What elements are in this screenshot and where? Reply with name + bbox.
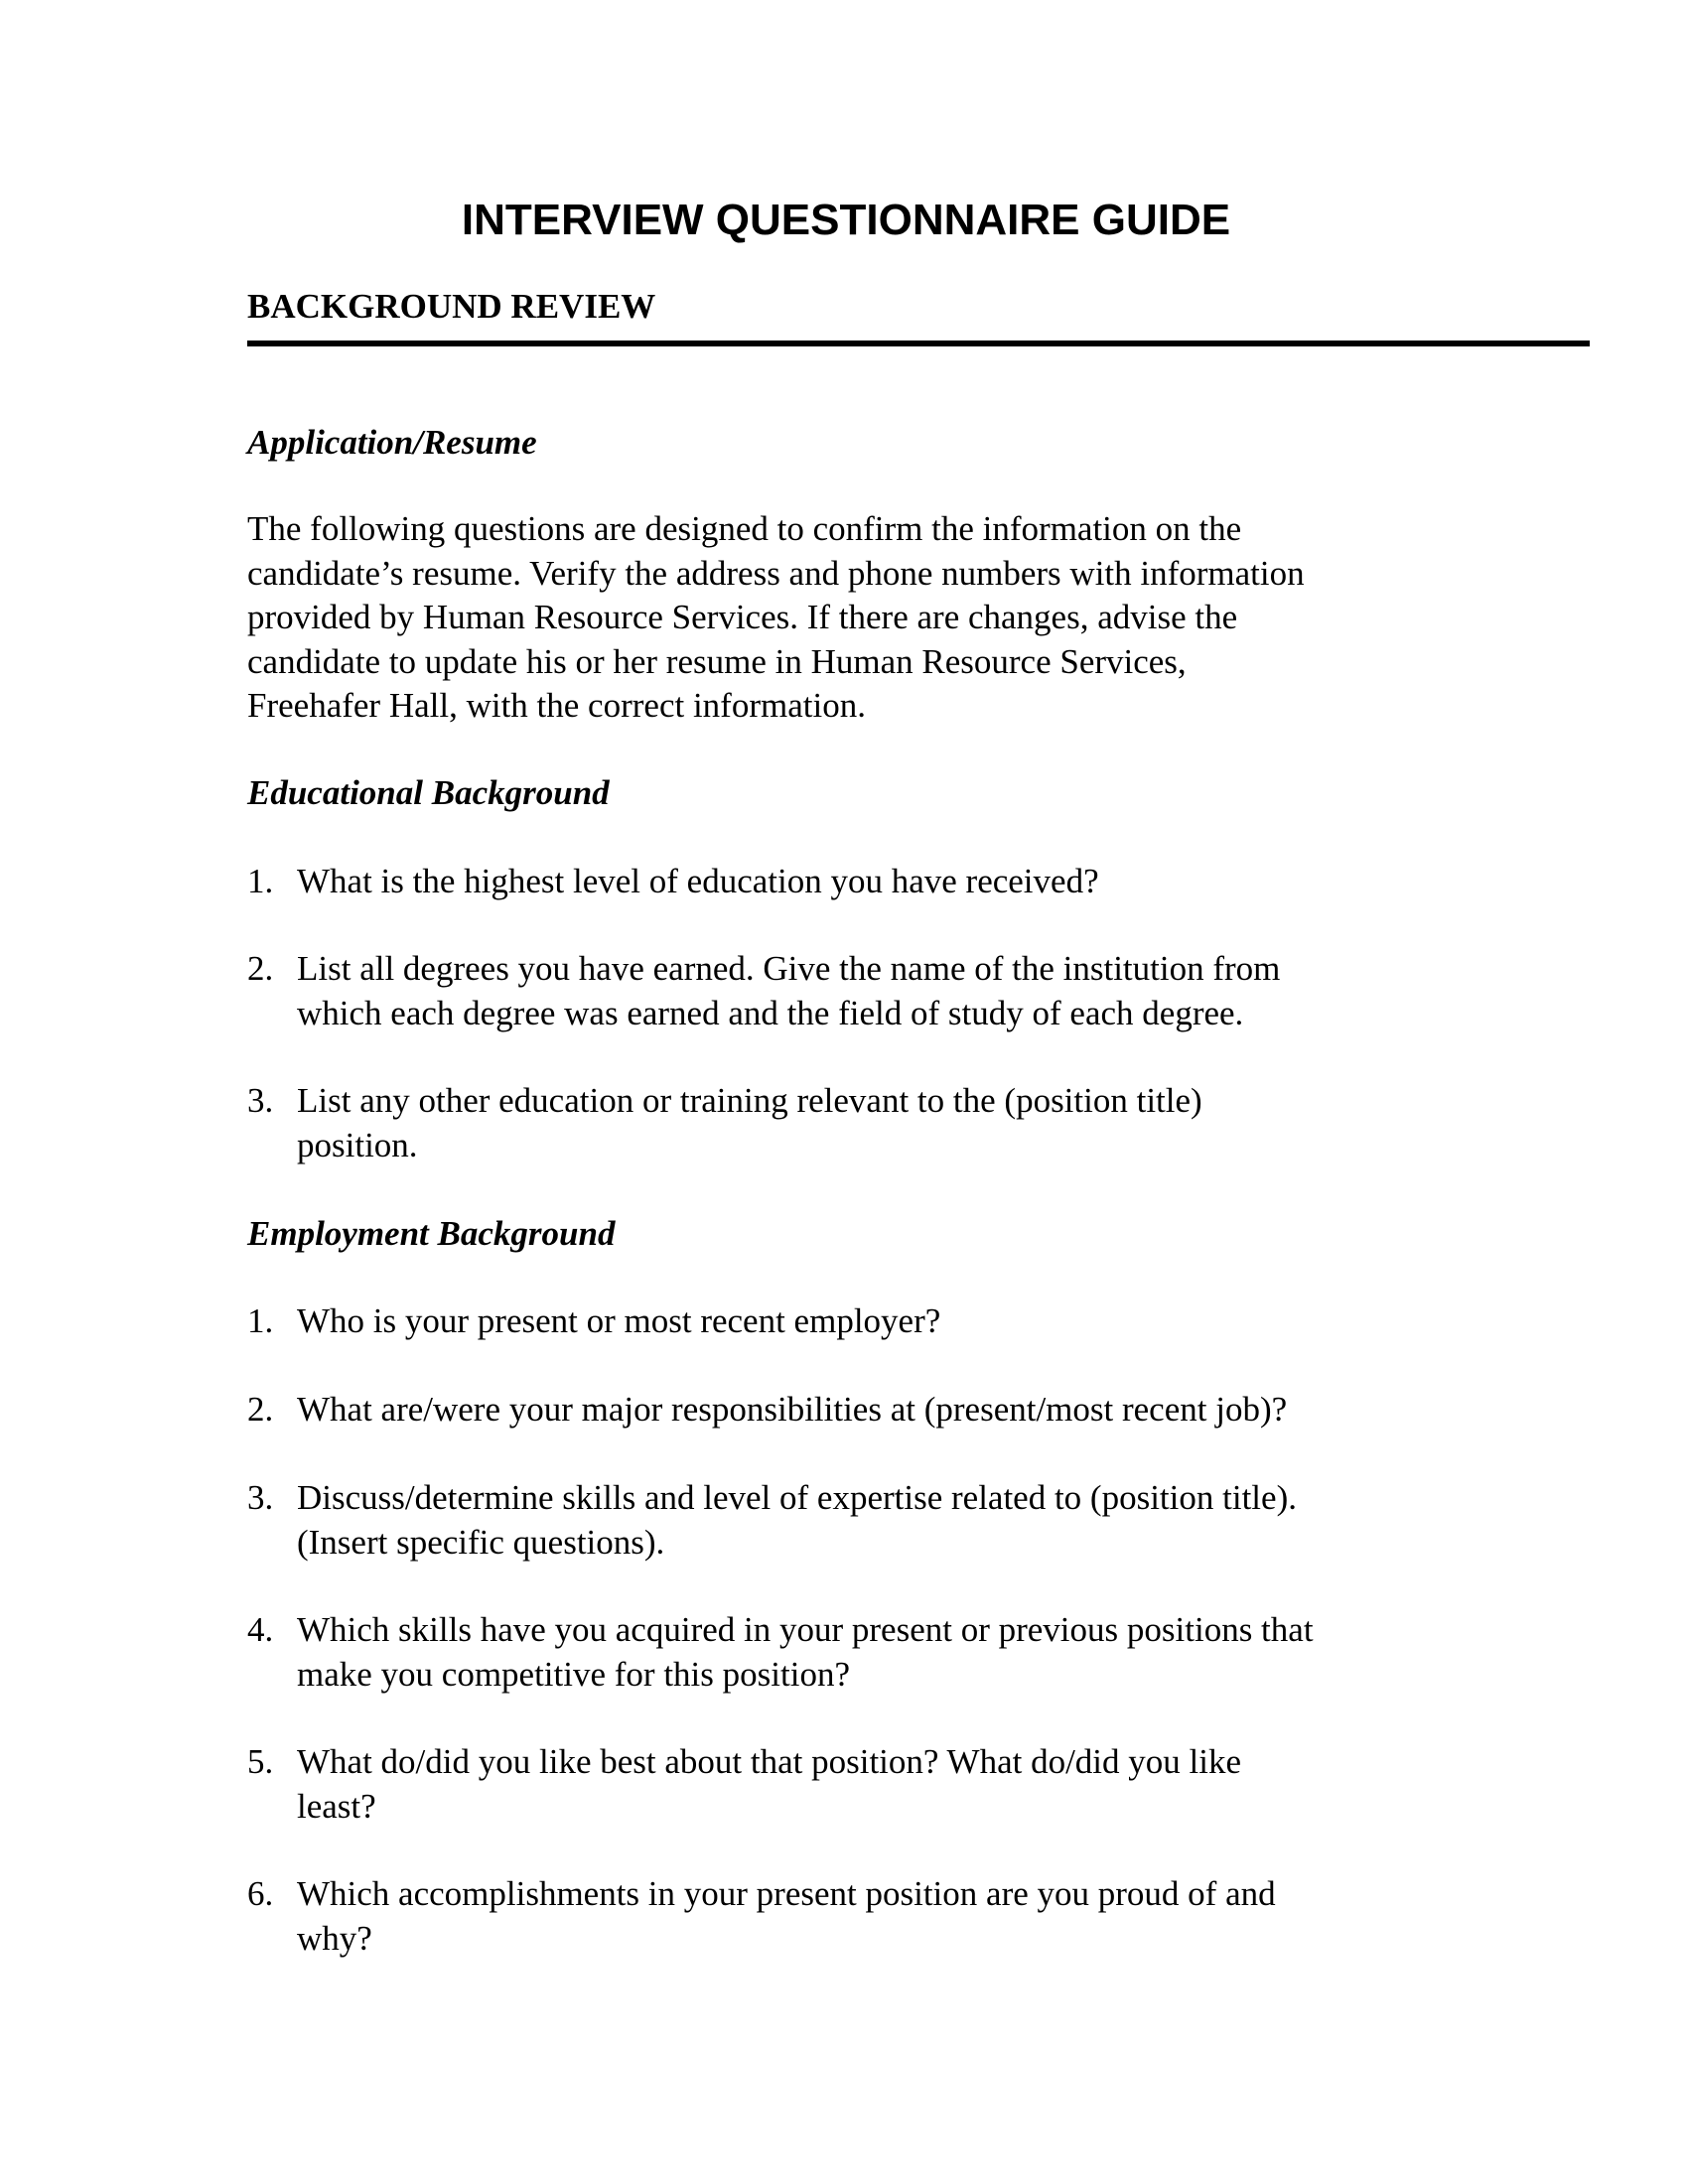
question-line: which each degree was earned and the field of study of each degree. xyxy=(297,993,1244,1032)
list-number: 2. xyxy=(247,949,274,988)
employment-question-2 xyxy=(247,1388,1568,1433)
paragraph-line: provided by Human Resource Services. If there are changes, advise the xyxy=(247,598,1238,636)
document-title: INTERVIEW QUESTIONNAIRE GUIDE xyxy=(461,196,1231,244)
list-number: 1. xyxy=(247,862,274,900)
employment-question-3 xyxy=(247,1476,1568,1565)
question-text xyxy=(297,1608,1538,1697)
question-line: What do/did you like best about that position? What do/did you like xyxy=(297,1742,1242,1781)
question-line: least? xyxy=(297,1786,376,1826)
question-text xyxy=(297,947,1538,1035)
list-number: 6. xyxy=(247,1874,274,1913)
question-line: What are/were your major responsibilities at (present/most recent job)? xyxy=(297,1390,1288,1429)
list-number: 3. xyxy=(247,1081,274,1120)
list-number: 3. xyxy=(247,1478,274,1517)
question-text xyxy=(297,860,1538,904)
subheading-employment-background: Employment Background xyxy=(247,1214,616,1253)
subheading-application-resume: Application/Resume xyxy=(247,423,537,462)
list-number: 2. xyxy=(247,1390,274,1429)
paragraph-line: candidate’s resume. Verify the address and phone numbers with information xyxy=(247,553,1305,593)
paragraph-line: The following questions are designed to confirm the information on the xyxy=(247,509,1242,548)
question-text xyxy=(297,1299,1538,1344)
application-paragraph xyxy=(247,507,1558,729)
question-line: Which skills have you acquired in your present or previous positions that xyxy=(297,1610,1314,1649)
education-question-1 xyxy=(247,860,1568,904)
list-number: 5. xyxy=(247,1742,274,1781)
education-question-2 xyxy=(247,947,1568,1035)
question-line: What is the highest level of education you have received? xyxy=(297,862,1099,900)
subheading-educational-background: Educational Background xyxy=(247,773,610,812)
section-heading-background-review: BACKGROUND REVIEW xyxy=(247,287,656,326)
employment-question-5 xyxy=(247,1740,1568,1829)
question-line: position. xyxy=(297,1125,418,1164)
paragraph-line: Freehafer Hall, with the correct information. xyxy=(247,686,866,725)
question-text xyxy=(297,1872,1538,1961)
education-question-3 xyxy=(247,1079,1568,1167)
question-line: why? xyxy=(297,1918,372,1958)
question-line: (Insert specific questions). xyxy=(297,1522,665,1562)
question-line: Which accomplishments in your present position are you proud of and xyxy=(297,1874,1276,1913)
question-text xyxy=(297,1476,1538,1565)
question-text xyxy=(297,1740,1538,1829)
paragraph-line: candidate to update his or her resume in Human Resource Services, xyxy=(247,641,1187,681)
question-line: Discuss/determine skills and level of expertise related to (position title). xyxy=(297,1478,1297,1517)
employment-question-1 xyxy=(247,1299,1568,1344)
question-line: Who is your present or most recent employer? xyxy=(297,1301,941,1340)
question-line: List any other education or training relevant to the (position title) xyxy=(297,1081,1202,1120)
employment-question-4 xyxy=(247,1608,1568,1697)
question-line: List all degrees you have earned. Give the name of the institution from xyxy=(297,949,1281,988)
question-text xyxy=(297,1079,1538,1167)
section-divider-rule xyxy=(247,341,1590,346)
list-number: 4. xyxy=(247,1610,274,1649)
question-text xyxy=(297,1388,1538,1433)
question-line: make you competitive for this position? xyxy=(297,1654,850,1694)
list-number: 1. xyxy=(247,1301,274,1340)
employment-question-6 xyxy=(247,1872,1568,1961)
